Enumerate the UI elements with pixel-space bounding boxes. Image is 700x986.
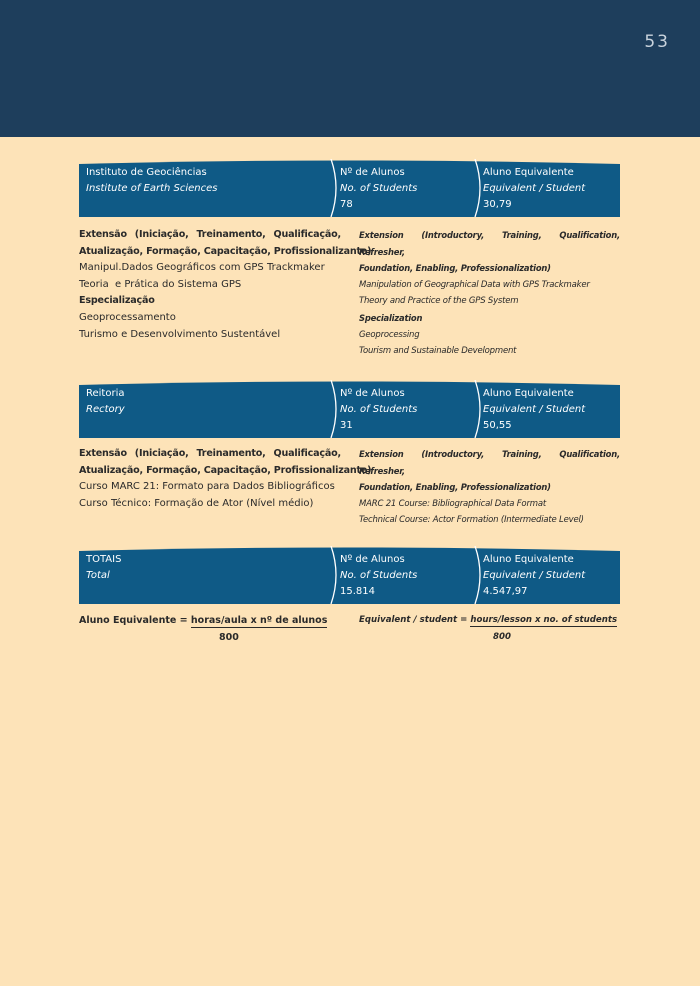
course-row: MARC 21 Course: Bibliographical Data Format — [359, 498, 546, 509]
course-list-pt — [79, 227, 372, 343]
course-row: Manipulation of Geographical Data with GPS Trackmaker — [359, 279, 590, 290]
table-title-cell — [86, 552, 121, 584]
course-row: Geoprocessing — [359, 329, 420, 340]
table-title-pt: Reitoria — [86, 388, 125, 399]
course-list-en — [359, 227, 620, 360]
students-header-pt: Nº de Alunos — [340, 388, 405, 399]
students-count-cell — [340, 552, 417, 600]
equivalent-header-pt: Aluno Equivalente — [483, 554, 574, 565]
equivalent-value: 4.547,97 — [483, 586, 528, 597]
table-title-pt: TOTAIS — [86, 554, 122, 565]
course-row: Curso MARC 21: Formato para Dados Bibliográficos — [79, 481, 335, 493]
table-title-pt: Instituto de Geociências — [86, 167, 207, 178]
course-row: Tourism and Sustainable Development — [359, 346, 517, 357]
course-list-en — [359, 446, 620, 529]
equivalent-header-en: Equivalent / Student — [483, 183, 586, 194]
equivalent-cell — [483, 386, 585, 434]
page-number: 53 — [644, 32, 670, 52]
students-value: 31 — [340, 420, 353, 431]
table-title-en: Institute of Earth Sciences — [86, 183, 218, 194]
students-count-cell — [340, 165, 417, 213]
students-header-pt: Nº de Alunos — [340, 554, 405, 565]
table-title-cell — [86, 165, 218, 197]
course-row: Atualização, Formação, Capacitação, Profissionalizante) — [79, 245, 372, 257]
course-row: Curso Técnico: Formação de Ator (Nível médio) — [79, 497, 314, 509]
students-header-en: No. of Students — [340, 404, 418, 415]
formula-label: Equivalent / student = — [359, 615, 471, 625]
students-value: 78 — [340, 199, 353, 210]
equivalent-header-en: Equivalent / Student — [483, 404, 586, 415]
equivalent-value: 30,79 — [483, 199, 512, 210]
students-header-en: No. of Students — [340, 183, 418, 194]
course-row: Especialização — [79, 295, 155, 307]
table-title-en: Total — [86, 570, 110, 581]
course-row: Specialization — [359, 312, 423, 323]
equivalent-header-pt: Aluno Equivalente — [483, 167, 574, 178]
students-value: 15.814 — [340, 586, 375, 597]
formula-en — [359, 615, 620, 642]
course-row: Extension (Introductory, Training, Qualification, Refresher, — [359, 230, 620, 257]
formula-denominator: 800 — [219, 632, 239, 643]
table-header-geosciences — [79, 159, 620, 217]
course-row: Extensão (Iniciação, Treinamento, Qualificação, — [79, 448, 341, 459]
equivalent-header-en: Equivalent / Student — [483, 570, 586, 581]
formula-numerator: horas/aula x nº de alunos — [190, 615, 328, 626]
course-list-pt — [79, 446, 372, 512]
table-header-totals — [79, 546, 620, 604]
students-header-en: No. of Students — [340, 570, 418, 581]
formula-numerator: hours/lesson x no. of students — [470, 615, 618, 625]
course-row: Geoprocessamento — [79, 311, 176, 323]
course-row: Foundation, Enabling, Professionalization) — [359, 263, 551, 274]
course-row: Theory and Practice of the GPS System — [359, 296, 519, 307]
course-row: Technical Course: Actor Formation (Intermediate Level) — [359, 515, 584, 526]
course-row: Extension (Introductory, Training, Qualification, Refresher, — [359, 449, 620, 476]
course-row: Atualização, Formação, Capacitação, Profissionalizante) — [79, 464, 372, 476]
equivalent-cell — [483, 165, 585, 213]
course-row: Teoria e Prática do Sistema GPS — [79, 278, 242, 290]
students-count-cell — [340, 386, 417, 434]
course-row: Manipul.Dados Geográficos com GPS Trackmaker — [79, 262, 325, 274]
table-header-rectory — [79, 380, 620, 438]
equivalent-header-pt: Aluno Equivalente — [483, 388, 574, 399]
course-row: Foundation, Enabling, Professionalization) — [359, 482, 551, 493]
table-title-cell — [86, 386, 125, 418]
course-row: Extensão (Iniciação, Treinamento, Qualificação, — [79, 229, 341, 240]
page-header-band — [0, 0, 700, 137]
table-title-en: Rectory — [86, 404, 125, 415]
equivalent-value: 50,55 — [483, 420, 512, 431]
formula-denominator: 800 — [493, 632, 511, 642]
formula-label: Aluno Equivalente = — [79, 615, 191, 626]
equivalent-cell — [483, 552, 585, 600]
students-header-pt: Nº de Alunos — [340, 167, 405, 178]
course-row: Turismo e Desenvolvimento Sustentável — [79, 328, 281, 340]
formula-pt — [79, 615, 341, 643]
